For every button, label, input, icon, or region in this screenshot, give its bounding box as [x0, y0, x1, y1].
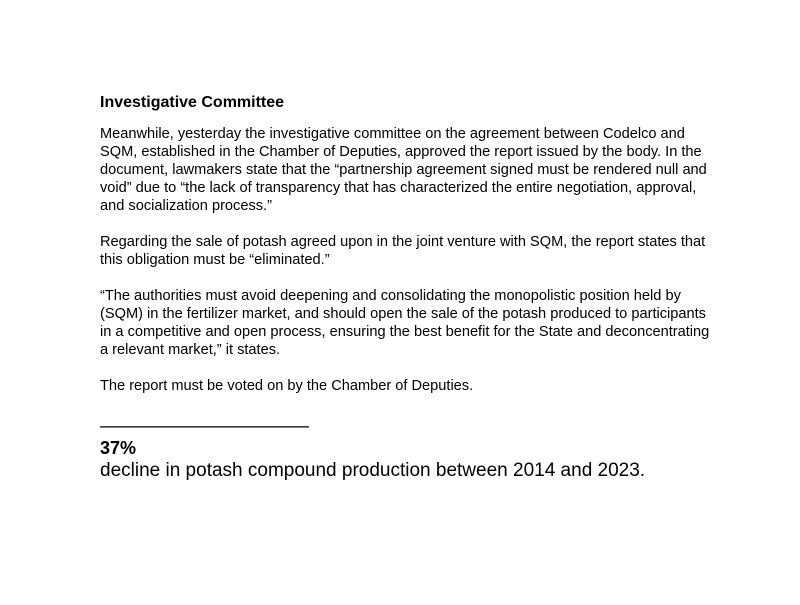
paragraph-3: “The authorities must avoid deepening and consolidating the monopolistic position held by (SQM) in the fertilizer market, and should open the sale of the potash produced to participants in a competitive and open process, ensuring the best benefit for the State and deconcentrating a relevant market,” it states.	[100, 288, 710, 358]
stat-value: 37%	[100, 438, 137, 458]
paragraph-4: The report must be voted on by the Chamber of Deputies.	[100, 378, 474, 394]
paragraph-1: Meanwhile, yesterday the investigative committee on the agreement between Codelco and SQM, established in the Chamber of Deputies, approved the report issued by the body. In the document, lawmakers state that the “partnership agreement signed must be rendered null and void” due to “the lack of transparency that has characterized the entire negotiation, approval, and socialization process.”	[100, 126, 707, 214]
section-heading: Investigative Committee	[100, 94, 285, 111]
stat-callout	[100, 417, 710, 483]
paragraph-2: Regarding the sale of potash agreed upon in the joint venture with SQM, the report states that this obligation must be “eliminated.”	[100, 234, 706, 268]
article-page	[100, 93, 710, 483]
callout-divider: ———————————	[100, 416, 309, 437]
stat-caption: decline in potash compound production between 2014 and 2023.	[100, 460, 646, 481]
